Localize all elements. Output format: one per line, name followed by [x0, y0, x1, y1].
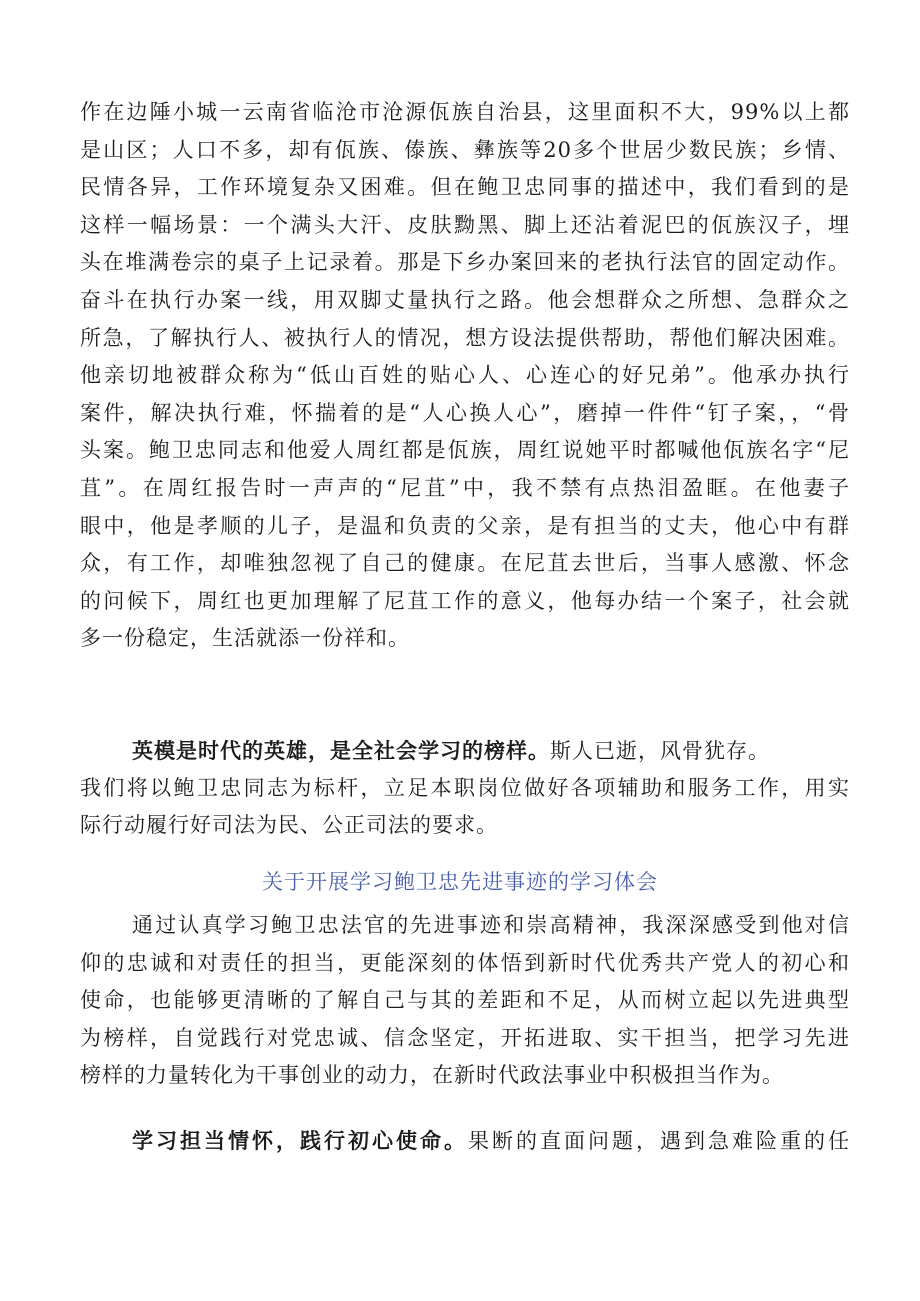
text-line: 榜样的力量转化为干事创业的动力，在新时代政法事业中积极担当作为。 — [80, 1063, 784, 1088]
section-heading: 关于开展学习鲍卫忠先进事迹的学习体会 — [262, 870, 658, 894]
text-line: 民情各异，工作环境复杂又困难。但在鲍卫忠同事的描述中，我们看到的是 — [80, 175, 850, 200]
text-line: 的问候下，周红也更加理解了尼苴工作的意义，他每办结一个案子，社会就 — [80, 588, 850, 613]
text-line — [80, 1122, 850, 1160]
paragraph-tribute — [80, 732, 850, 845]
text-line: 眼中，他是孝顺的儿子，是温和负责的父亲，是有担当的丈夫，他心中有群 — [80, 513, 850, 538]
text-line: 是山区；人口不多，却有佤族、傣族、彝族等20多个世居少数民族；乡情、 — [80, 137, 850, 162]
text-line: 使命，也能够更清晰的了解自己与其的差距和不足，从而树立起以先进典型 — [80, 988, 850, 1013]
text-line: 苴”。在周红报告时一声声的“尼苴”中，我不禁有点热泪盈眶。在他妻子 — [80, 475, 850, 500]
paragraph-story — [80, 94, 850, 658]
paragraph-reflection — [80, 907, 850, 1095]
text-line: 头在堆满卷宗的桌子上记录着。那是下乡办案回来的老执行法官的固定动作。 — [80, 250, 850, 275]
lead-continuation: 果断的直面问题，遇到急难险重的任 — [468, 1129, 850, 1153]
text-line: 我们将以鲍卫忠同志为标杆，立足本职岗位做好各项辅助和服务工作，用实 — [80, 775, 850, 800]
text-line: 所急，了解执行人、被执行人的情况，想方设法提供帮助，帮他们解决困难。 — [80, 325, 850, 350]
text-line: 众，有工作，却唯独忽视了自己的健康。在尼苴去世后，当事人感激、怀念 — [80, 551, 850, 576]
text-line: 仰的忠诚和对责任的担当，更能深刻的体悟到新时代优秀共产党人的初心和 — [80, 950, 850, 975]
text-line: 作在边陲小城一云南省临沧市沧源佤族自治县，这里面积不大，99%以上都 — [80, 100, 850, 124]
text-line: 他亲切地被群众称为“低山百姓的贴心人、心连心的好兄弟”。他承办执行 — [80, 363, 850, 388]
text-line: 通过认真学习鲍卫忠法官的先进事迹和崇高精神，我深深感受到他对信 — [132, 913, 850, 937]
text-line: 这样一幅场景：一个满头大汗、皮肤黝黑、脚上还沾着泥巴的佤族汉子，埋 — [80, 212, 850, 237]
emphasis-lead: 英模是时代的英雄，是全社会学习的榜样。 — [132, 738, 550, 763]
emphasis-lead: 学习担当情怀，践行初心使命。 — [132, 1128, 468, 1153]
text-line: 际行动履行好司法为民、公正司法的要求。 — [80, 813, 498, 838]
text-line: 为榜样，自觉践行对党忠诚、信念坚定，开拓进取、实干担当，把学习先进 — [80, 1025, 850, 1050]
text-line: 案件，解决执行难，怀揣着的是“人心换人心”，磨掉一件件“钉子案，，“骨 — [80, 400, 850, 425]
text-line: 奋斗在执行办案一线，用双脚丈量执行之路。他会想群众之所想、急群众之 — [80, 287, 850, 312]
text-line: 多一份稳定，生活就添一份祥和。 — [80, 626, 410, 651]
lead-continuation: 斯人已逝，风骨犹存。 — [550, 739, 770, 763]
paragraph-commitment — [80, 1122, 850, 1160]
text-line: 头案。鲍卫忠同志和他爱人周红都是佤族，周红说她平时都喊他佤族名字“尼 — [80, 438, 850, 463]
text-line — [80, 732, 850, 770]
